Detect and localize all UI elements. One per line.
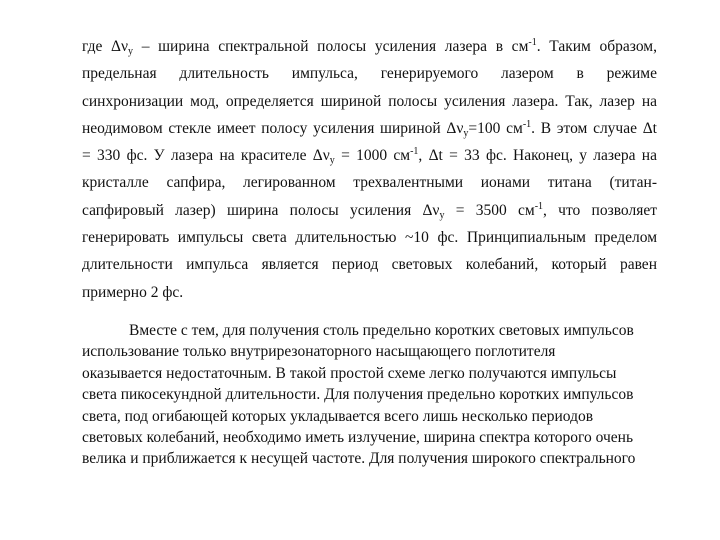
text-line: генерировать импульсы света длительностью ~10 фс. Принципиальным пределом (82, 229, 657, 247)
text-line: Вместе с тем, для получения столь предельно коротких световых импульсов (129, 322, 634, 339)
text-line: = 330 фс. У лазера на красителе $\Delta\nu_у = 1000$ $см^{-1}$, Δt = 33 фс. Наконец, у лазера на (82, 146, 657, 167)
text-line: примерно 2 фс. (82, 283, 184, 301)
text-line: использование только внутрирезонаторного насыщающего поглотителя (82, 343, 556, 361)
text-line: где $\Delta\nu_у$ – ширина спектральной полосы усиления лазера в $см^{-1}$. Таким образом, (82, 37, 657, 57)
text-line: света, под огибающей которых укладывается всего лишь несколько периодов (82, 407, 594, 425)
text-line: оказывается недостаточным. В такой простой схеме легко получаются импульсы (82, 364, 617, 382)
text-line: неодимовом стекле имеет полосу усиления шириной $\Delta\nu_у=100$ $см^{-1}$. В этом случае Δt (82, 118, 657, 139)
text-line: предельная длительность импульса, генерируемого лазером в режиме (82, 65, 657, 83)
text-line: сапфировый лазер) ширина полосы усиления $\Delta\nu_у = 3500$ $см^{-1}$, что позволяет (82, 200, 657, 221)
text-line: длительности импульса является период световых колебаний, который равен (82, 256, 657, 274)
text-line: кристалле сапфира, легированном трехвалентными ионами титана (титан- (82, 174, 657, 192)
text-line: велика и приближается к несущей частоте. Для получения широкого спектрального (82, 450, 636, 468)
paragraph-1 (82, 33, 657, 306)
text-line: света пикосекундной длительности. Для получения предельно коротких импульсов (82, 386, 634, 404)
paragraph-2 (82, 320, 662, 470)
text-line: световых колебаний, необходимо иметь излучение, ширина спектра которого очень (82, 428, 634, 446)
text-line: синхронизации мод, определяется шириной полосы усиления лазера. Так, лазер на (82, 92, 657, 110)
